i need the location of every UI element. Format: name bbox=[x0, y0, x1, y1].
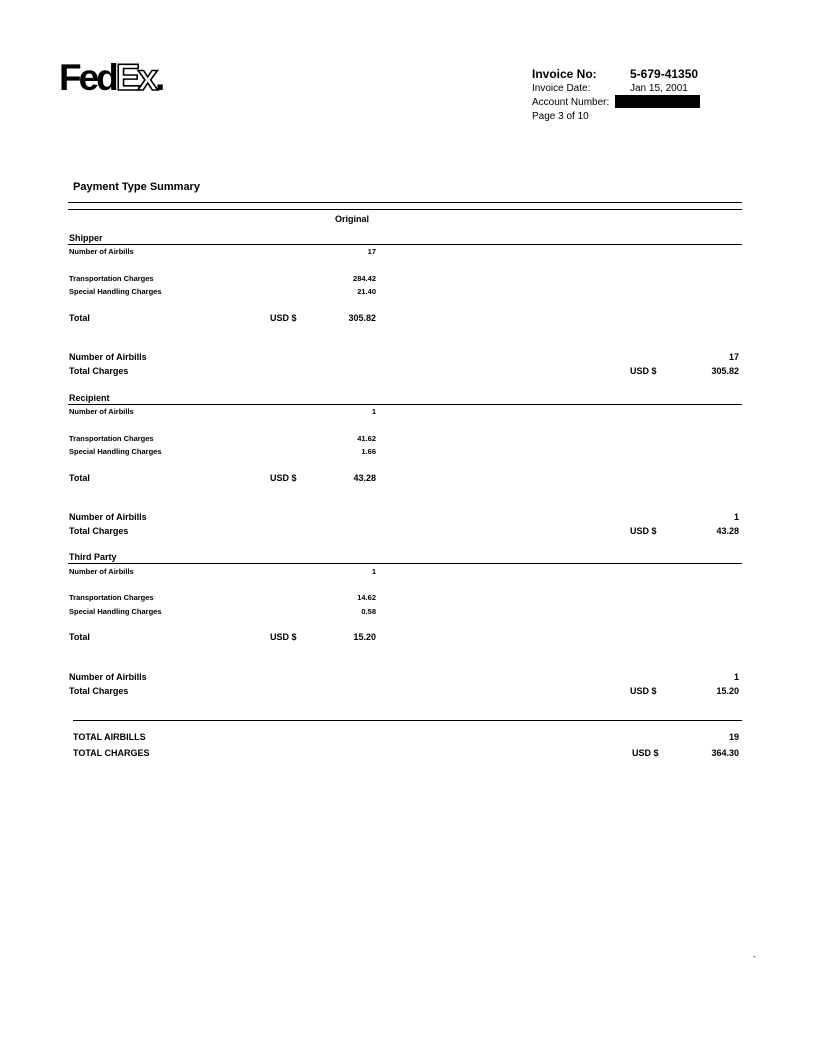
special-value: 21.40 bbox=[357, 287, 376, 296]
section-rule-third-party bbox=[68, 563, 742, 564]
transport-label: Transportation Charges bbox=[69, 434, 154, 443]
special-label: Special Handling Charges bbox=[69, 607, 162, 616]
airbills-value: 17 bbox=[367, 247, 376, 256]
section-title-third-party: Third Party bbox=[69, 552, 117, 562]
summary-airbills-label: Number of Airbills bbox=[69, 672, 147, 682]
airbills-value: 1 bbox=[371, 567, 376, 576]
section-rule-recipient bbox=[68, 404, 742, 405]
total-label: Total bbox=[69, 313, 90, 323]
grand-charges-currency: USD $ bbox=[632, 748, 659, 758]
special-value: 1.66 bbox=[361, 447, 376, 456]
total-value: 305.82 bbox=[348, 313, 376, 323]
transport-value: 14.62 bbox=[357, 593, 376, 602]
special-value: 0.58 bbox=[361, 607, 376, 616]
summary-total-value: 305.82 bbox=[711, 366, 739, 376]
total-currency: USD $ bbox=[270, 313, 297, 323]
special-label: Special Handling Charges bbox=[69, 287, 162, 296]
summary-total-label: Total Charges bbox=[69, 366, 129, 376]
total-value: 15.20 bbox=[353, 632, 376, 642]
title-rule-bottom bbox=[68, 209, 742, 210]
transport-value: 284.42 bbox=[353, 274, 376, 283]
invoice-date-value: Jan 15, 2001 bbox=[630, 83, 688, 94]
total-currency: USD $ bbox=[270, 632, 297, 642]
account-number-redaction bbox=[615, 95, 700, 108]
invoice-no-value: 5-679-41350 bbox=[630, 67, 699, 81]
grand-charges-value: 364.30 bbox=[711, 748, 739, 758]
logo-dot: . bbox=[155, 57, 163, 98]
grand-airbills-value: 19 bbox=[728, 732, 739, 742]
airbills-value: 1 bbox=[371, 407, 376, 416]
summary-airbills-value: 1 bbox=[733, 672, 739, 682]
airbills-label: Number of Airbills bbox=[69, 247, 134, 256]
summary-total-value: 43.28 bbox=[716, 526, 739, 536]
summary-total-value: 15.20 bbox=[716, 686, 739, 696]
airbills-label: Number of Airbills bbox=[69, 567, 134, 576]
summary-total-label: Total Charges bbox=[69, 686, 129, 696]
transport-label: Transportation Charges bbox=[69, 274, 154, 283]
summary-total-label: Total Charges bbox=[69, 526, 129, 536]
summary-total-currency: USD $ bbox=[630, 686, 657, 696]
summary-total-currency: USD $ bbox=[630, 366, 657, 376]
grand-total-rule bbox=[73, 720, 742, 721]
summary-airbills-value: 17 bbox=[728, 352, 739, 362]
logo-fed: Fed bbox=[59, 57, 116, 98]
account-number-label: Account Number: bbox=[532, 97, 610, 108]
transport-label: Transportation Charges bbox=[69, 593, 154, 602]
section-title-shipper: Shipper bbox=[69, 233, 103, 243]
section-rule-shipper bbox=[68, 244, 742, 245]
total-currency: USD $ bbox=[270, 473, 297, 483]
total-value: 43.28 bbox=[353, 473, 376, 483]
logo-ex: Ex bbox=[115, 57, 156, 98]
column-header-original: Original bbox=[335, 214, 370, 224]
footer-mark: - bbox=[753, 952, 756, 961]
grand-charges-label: TOTAL CHARGES bbox=[73, 748, 150, 758]
summary-total-currency: USD $ bbox=[630, 526, 657, 536]
invoice-date-label: Invoice Date: bbox=[532, 83, 591, 94]
total-label: Total bbox=[69, 632, 90, 642]
summary-airbills-value: 1 bbox=[733, 512, 739, 522]
invoice-no-label: Invoice No: bbox=[532, 67, 597, 81]
page-title: Payment Type Summary bbox=[73, 181, 200, 193]
transport-value: 41.62 bbox=[357, 434, 376, 443]
airbills-label: Number of Airbills bbox=[69, 407, 134, 416]
summary-airbills-label: Number of Airbills bbox=[69, 512, 147, 522]
total-label: Total bbox=[69, 473, 90, 483]
summary-airbills-label: Number of Airbills bbox=[69, 352, 147, 362]
fedex-logo bbox=[59, 57, 163, 98]
grand-airbills-label: TOTAL AIRBILLS bbox=[73, 732, 146, 742]
special-label: Special Handling Charges bbox=[69, 447, 162, 456]
page-indicator: Page 3 of 10 bbox=[532, 111, 589, 122]
section-title-recipient: Recipient bbox=[69, 393, 110, 403]
title-rule-top bbox=[68, 202, 742, 203]
